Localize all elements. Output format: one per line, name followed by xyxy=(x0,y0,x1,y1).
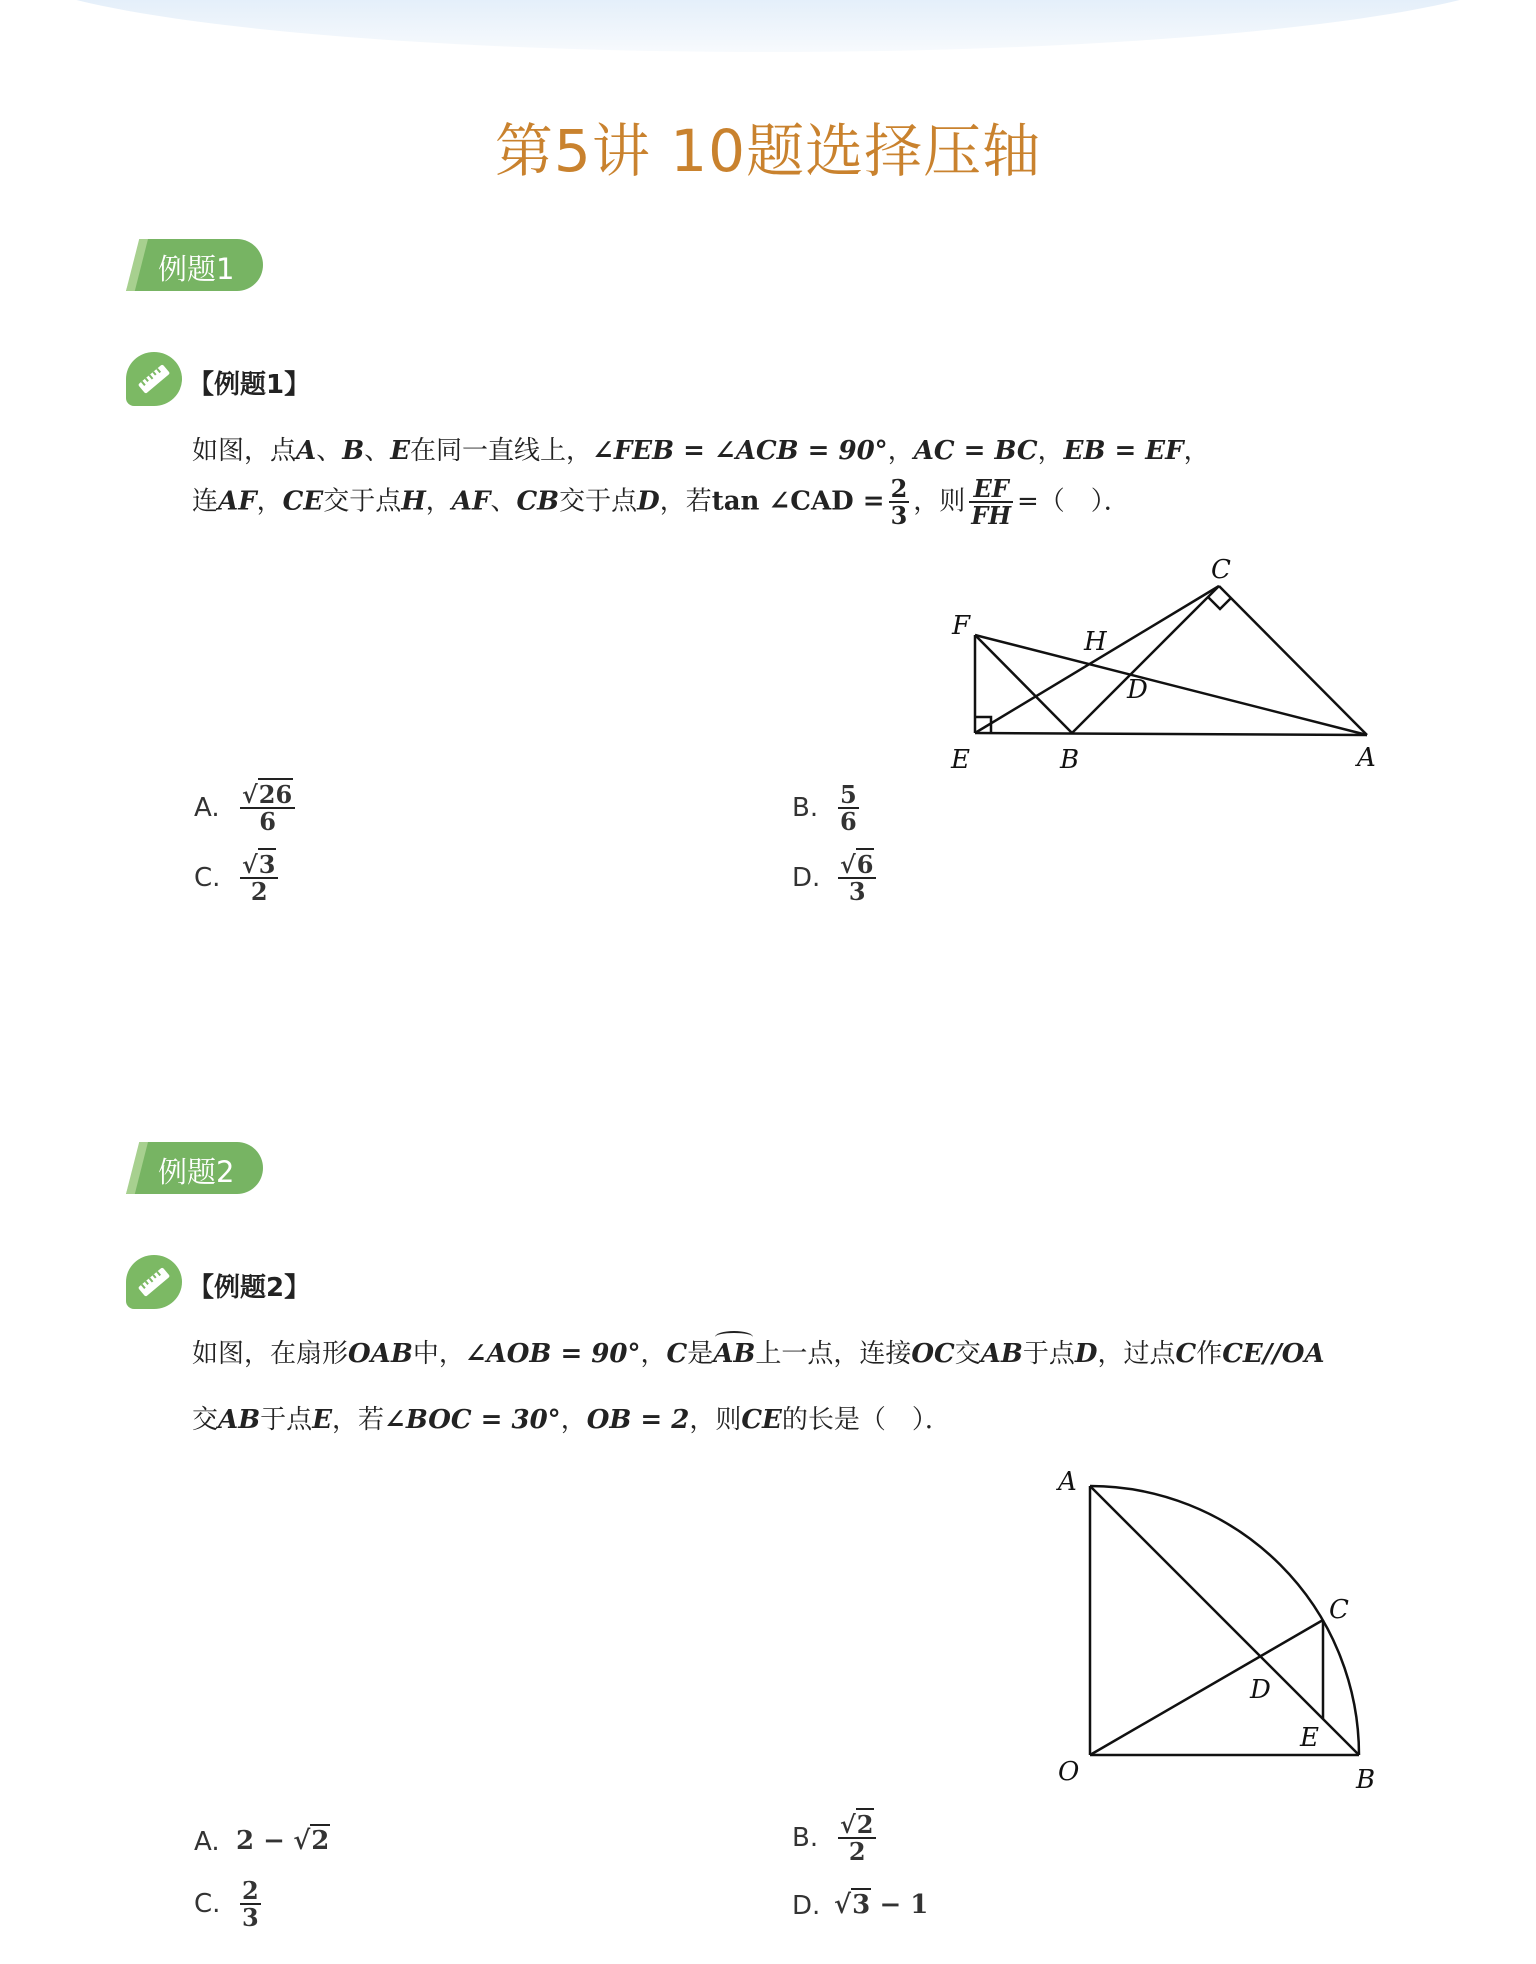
line-EC xyxy=(975,586,1219,733)
option-b[interactable]: B. $\frac{5}{6}$ xyxy=(792,780,857,837)
line-FA xyxy=(975,635,1367,735)
ruler-pencil-icon xyxy=(126,1255,182,1309)
point-label-F: F xyxy=(952,611,971,641)
option-d[interactable]: D. $\frac{√6}{3}$ xyxy=(792,852,880,904)
point-label-C: C xyxy=(1211,555,1231,585)
line-OC xyxy=(1090,1620,1323,1755)
point-label-B: B xyxy=(1356,1765,1376,1795)
point-label-A: A xyxy=(1357,743,1376,773)
point-label-O: O xyxy=(1058,1757,1080,1787)
arc-symbol: AB xyxy=(713,1339,755,1369)
example-title: 【例题2】 xyxy=(188,1273,311,1303)
right-angle-mark-C xyxy=(1208,597,1231,609)
fraction: $\frac{2}{3}$ xyxy=(890,474,908,531)
option-d[interactable]: D. √3 − 1 xyxy=(792,1890,929,1921)
geometry-figure-2 xyxy=(1040,1460,1400,1800)
option-b[interactable]: B. $\frac{√2}{2}$ xyxy=(792,1812,880,1864)
option-a[interactable]: A. $\frac{√26}{6}$ xyxy=(194,782,299,834)
section-tag-label: 例题2 xyxy=(158,1155,235,1189)
line-AB xyxy=(1090,1486,1359,1755)
point-label-D: D xyxy=(1127,675,1148,705)
section-tag-label: 例题1 xyxy=(158,252,235,286)
point-label-B: B xyxy=(1060,745,1080,775)
question1-line2: 连AF，CE交于点H，AF、CB交于点D，若tan ∠CAD = $\frac{2}{3}$ ，则 $\frac{EF}{FH}$ =（ ）． xyxy=(192,474,1130,531)
fraction: $\frac{EF}{FH}$ xyxy=(971,474,1011,531)
fraction: $\frac{2}{3}$ xyxy=(242,1876,259,1933)
line-EA xyxy=(975,733,1367,735)
point-label-D: D xyxy=(1250,1675,1271,1705)
question1-line1: 如图，点A、B、E在同一直线上，∠FEB = ∠ACB = 90°，AC = BC，EB = EF， xyxy=(192,436,1210,466)
line-CA xyxy=(1219,586,1367,735)
fraction: $\frac{√26}{6}$ xyxy=(240,782,295,834)
section-tag-example2 xyxy=(126,1142,263,1194)
point-label-E: E xyxy=(951,745,970,775)
fraction: $\frac{√2}{2}$ xyxy=(838,1812,876,1864)
option-a[interactable]: A. 2 − √2 xyxy=(194,1826,330,1857)
ruler-pencil-icon xyxy=(126,352,182,406)
header-band xyxy=(0,0,1536,52)
point-label-H: H xyxy=(1084,627,1107,657)
example-title: 【例题1】 xyxy=(188,370,311,400)
fraction: $\frac{√3}{2}$ xyxy=(240,852,278,904)
line-BC xyxy=(1072,586,1219,733)
point-label-A: A xyxy=(1058,1467,1077,1497)
point-label-E: E xyxy=(1300,1723,1319,1753)
fraction: $\frac{5}{6}$ xyxy=(840,780,857,837)
section-tag-example1 xyxy=(126,239,263,291)
option-c[interactable]: C. $\frac{2}{3}$ xyxy=(194,1876,259,1933)
option-c[interactable]: C. $\frac{√3}{2}$ xyxy=(194,852,282,904)
point-label-C: C xyxy=(1329,1595,1349,1625)
fraction: $\frac{√6}{3}$ xyxy=(838,852,876,904)
page-title: 第5讲 10题选择压轴 xyxy=(494,117,1042,185)
question2-line1: 如图，在扇形OAB中，∠AOB = 90°，C是 AB上一点，连接OC交AB于点D，过点C作CE//OA xyxy=(192,1333,1325,1370)
question2-line2: 交AB于点E，若∠BOC = 30°，OB = 2，则CE的长是（ ）． xyxy=(192,1405,951,1435)
geometry-figure-1 xyxy=(940,550,1380,780)
